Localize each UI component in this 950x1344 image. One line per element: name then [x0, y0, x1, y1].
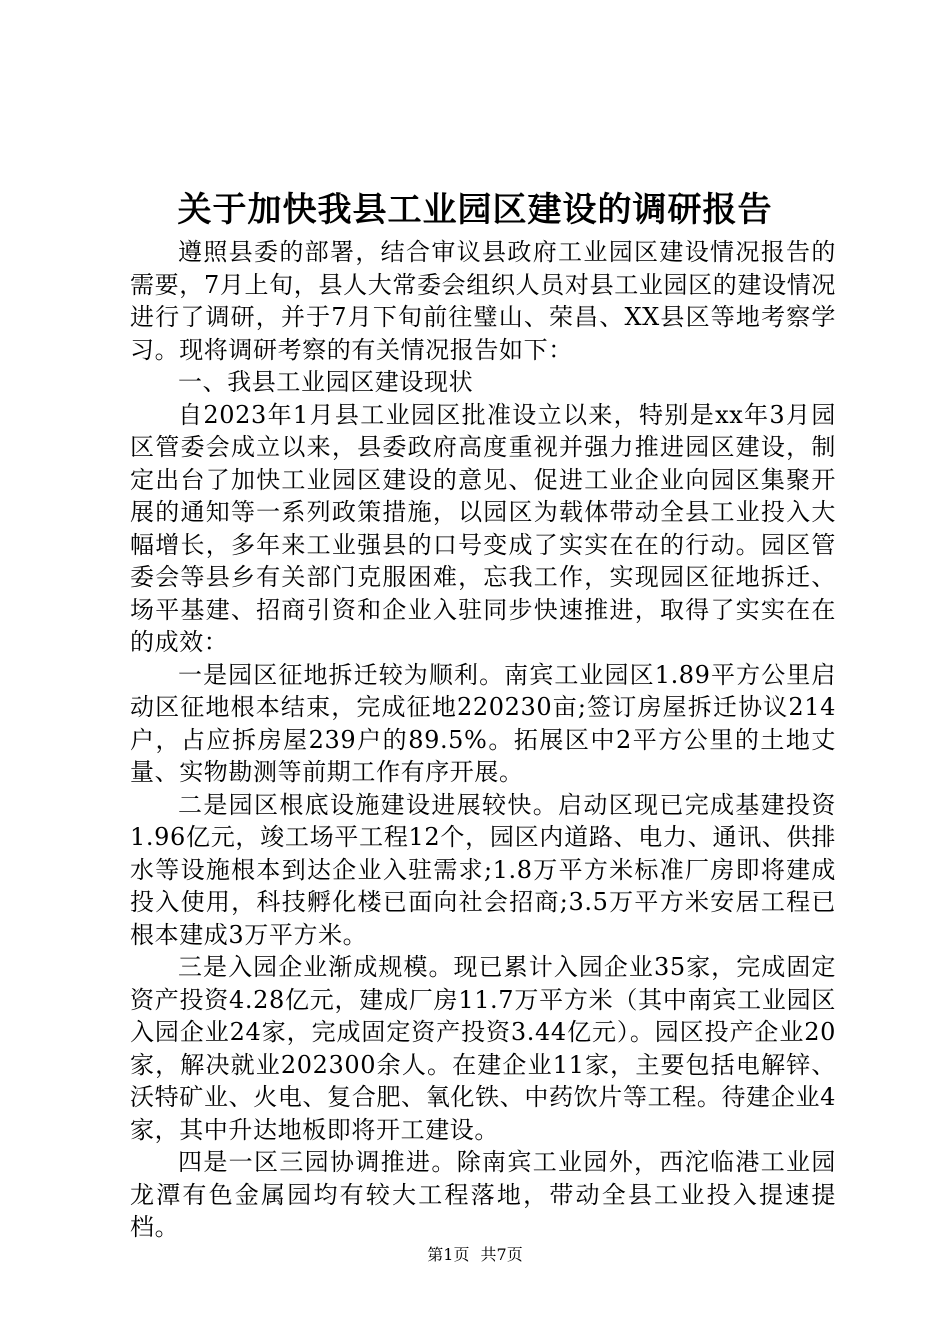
page-footer — [0, 1244, 950, 1266]
point-four-paragraph: 四是一区三园协调推进。除南宾工业园外，西沱临港工业园龙潭有色金属园均有较大工程落地，带动全县工业投入提速提档。 — [130, 1148, 836, 1241]
document-title: 关于加快我县工业园区建设的调研报告 — [177, 190, 773, 230]
intro-paragraph: 遵照县委的部署，结合审议县政府工业园区建设情况报告的需要，7月上旬，县人大常委会组织人员对县工业园区的建设情况进行了调研，并于7月下旬前往璧山、荣昌、XX县区等地考察学习。现将调研考察的有关情况报告如下： — [130, 238, 836, 364]
page-number: 第1页 — [427, 1245, 470, 1264]
status-paragraph: 自2023年1月县工业园区批准设立以来，特别是xx年3月园区管委会成立以来，县委政府高度重视并强力推进园区建设，制定出台了加快工业园区建设的意见、促进工业企业向园区集聚开展的通知等一系列政策措施，以园区为载体带动全县工业投入大幅增长，多年来工业强县的口号变成了实实在在的行动。园区管委会等县乡有关部门克服困难，忘我工作，实现园区征地拆迁、场平基建、招商引资和企业入驻同步快速推进，取得了实实在在的成效： — [130, 400, 836, 656]
document-body — [130, 236, 836, 1244]
page-total: 共7页 — [480, 1245, 523, 1264]
point-three-paragraph: 三是入园企业渐成规模。现已累计入园企业35家，完成固定资产投资4.28亿元，建成厂房11.7万平方米（其中南宾工业园区入园企业24家，完成固定资产投资3.44亿元）。园区投产企业20家，解决就业202300余人。在建企业11家，主要包括电解锌、沃特矿业、火电、复合肥、氧化铁、中药饮片等工程。待建企业4家，其中升达地板即将开工建设。 — [130, 953, 836, 1144]
point-one-paragraph: 一是园区征地拆迁较为顺利。南宾工业园区1.89平方公里启动区征地根本结束，完成征地220230亩;签订房屋拆迁协议214户，占应拆房屋239户的89.5%。拓展区中2平方公里的土地丈量、实物勘测等前期工作有序开展。 — [130, 660, 836, 786]
section-heading: 一、我县工业园区建设现状 — [178, 368, 474, 396]
point-two-paragraph: 二是园区根底设施建设进展较快。启动区现已完成基建投资1.96亿元，竣工场平工程12个，园区内道路、电力、通讯、供排水等设施根本到达企业入驻需求;1.8万平方米标准厂房即将建成投入使用，科技孵化楼已面向社会招商;3.5万平方米安居工程已根本建成3万平方米。 — [130, 790, 836, 949]
